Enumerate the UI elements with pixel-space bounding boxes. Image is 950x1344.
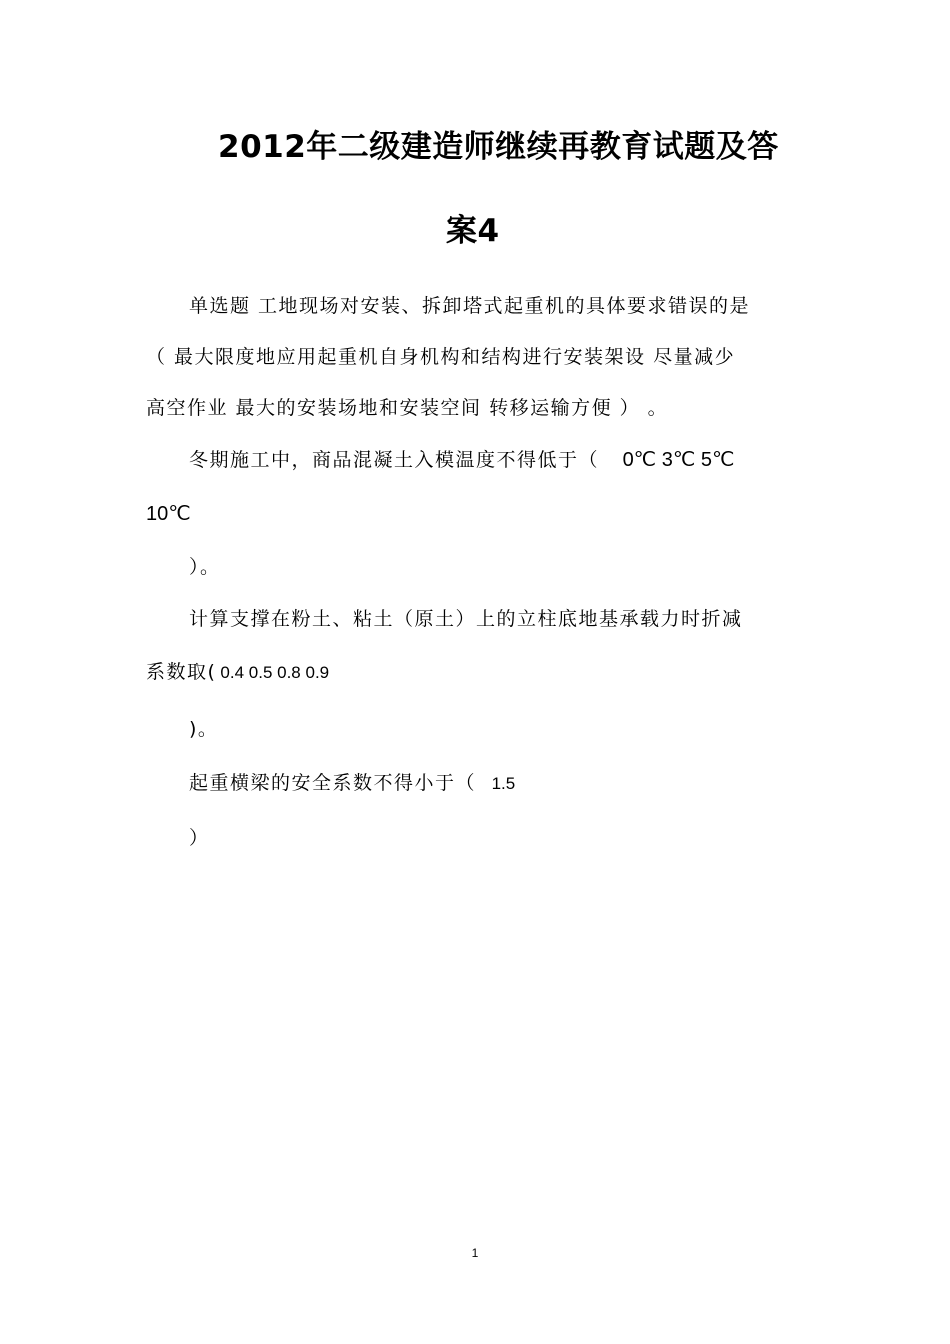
question-1-line-1: 单选题 工地现场对安装、拆卸塔式起重机的具体要求错误的是 [189,295,751,317]
question-3-line-2 [146,658,329,687]
question-2-stem: 冬期施工中，商品混凝土入模温度不得低于（ [189,449,600,471]
question-4-stem: 起重横梁的安全系数不得小于（ [189,772,477,794]
question-4-options: 1.5 [491,774,516,793]
question-2-line-3: ）。 [189,556,221,578]
document-title-line-1: 2012年二级建造师继续再教育试题及答 [218,129,779,165]
page-number: 1 [471,1246,479,1260]
question-4-line-1 [189,769,515,798]
question-2-options: 0℃ 3℃ 5℃ [622,449,735,471]
question-3-line-1: 计算支撑在粉土、粘土（原土）上的立柱底地基承载力时折减 [189,608,743,630]
question-1-line-3: 高空作业 最大的安装场地和安装空间 转移运输方便 ） 。 [146,397,669,419]
question-2-line-2: 10℃ [146,503,191,525]
question-3-line-3: )。 [189,718,219,740]
question-3-stem-end: 系数取( [146,661,217,683]
question-4-line-2: ） [189,827,210,849]
question-2-line-1 [189,446,734,474]
question-1-line-2: （ 最大限度地应用起重机自身机构和结构进行安装架设 尽量减少 [146,346,736,368]
document-title-line-2: 案4 [446,213,500,249]
question-3-options: 0.4 0.5 0.8 0.9 [220,663,330,682]
